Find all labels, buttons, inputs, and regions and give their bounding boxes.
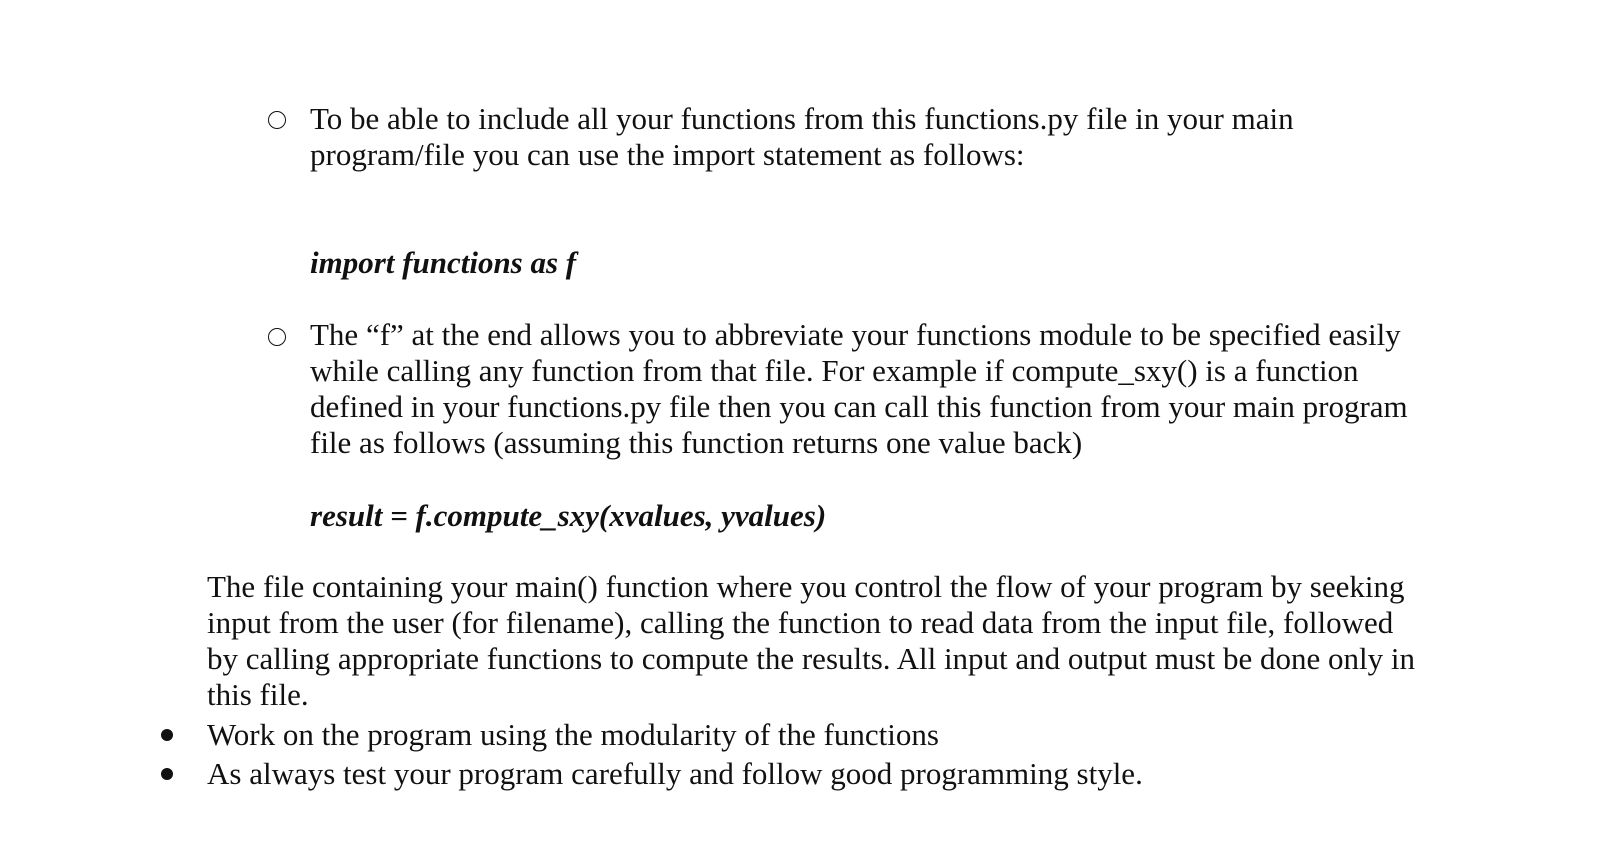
sub-item-2-line-4: file as follows (assuming this function returns one value back) <box>310 425 1083 460</box>
code-result-statement: result = f.compute_sxy(xvalues, yvalues) <box>310 498 827 533</box>
hollow-circle-bullet-icon <box>268 328 286 346</box>
sub-item-1-line-2: program/file you can use the import statement as follows: <box>310 137 1025 172</box>
sub-item-2-line-1: The “f” at the end allows you to abbreviate your functions module to be specified easily <box>310 317 1401 352</box>
sub-item-2-line-3: defined in your functions.py file then you can call this function from your main program <box>310 389 1408 424</box>
paragraph-line-1: The file containing your main() function where you control the flow of your program by seeking <box>207 569 1405 604</box>
sub-item-2-line-2: while calling any function from that file. For example if compute_sxy() is a function <box>310 353 1359 388</box>
bullet-text: Work on the program using the modularity of the functions <box>207 717 939 752</box>
paragraph-line-4: this file. <box>207 677 309 712</box>
filled-bullet-icon <box>161 768 173 780</box>
sub-item-1-line-1: To be able to include all your functions from this functions.py file in your main <box>310 101 1294 136</box>
hollow-circle-bullet-icon <box>268 111 286 129</box>
paragraph-line-2: input from the user (for filename), calling the function to read data from the input file, followed <box>207 605 1394 640</box>
bullet-text: As always test your program carefully and follow good programming style. <box>207 756 1143 791</box>
paragraph-line-3: by calling appropriate functions to compute the results. All input and output must be done only in <box>207 641 1415 676</box>
code-import-statement: import functions as f <box>310 245 577 280</box>
filled-bullet-icon <box>161 729 173 741</box>
